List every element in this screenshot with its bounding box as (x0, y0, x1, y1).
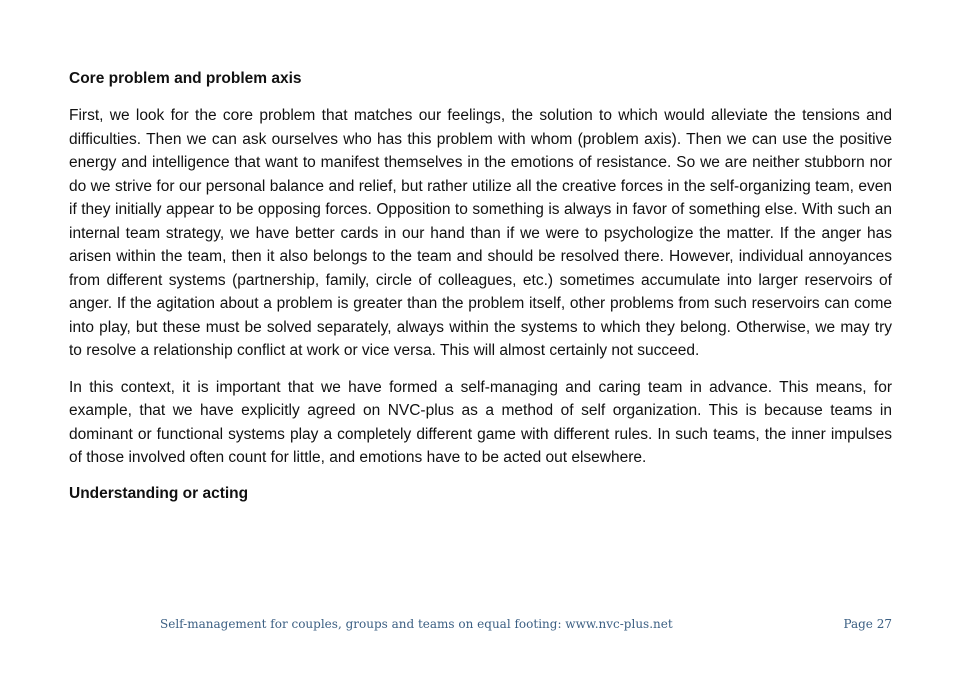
section-heading: Core problem and problem axis (69, 70, 302, 87)
footer-text: Self-management for couples, groups and teams on equal footing: www.nvc-plus.net (160, 617, 673, 631)
paragraph-2: In this context, it is important that we have formed a self-managing and caring team in advance. This means, for example, that we have explicitly agreed on NVC-plus as a method of self organization. This is because teams in dominant or functional systems play a completely different game with different rules. In such teams, the inner impulses of those involved often count for little, and emotions have to be acted out elsewhere. (69, 378, 892, 466)
paragraph-1: First, we look for the core problem that matches our feelings, the solution to which would alleviate the tensions and difficulties. Then we can ask ourselves who has this problem with whom (problem axis). Then we can use the positive energy and intelligence that want to manifest themselves in the emotions of resistance. So we are neither stubborn nor do we strive for our personal balance and relief, but rather utilize all the creative forces in the self-organizing team, even if they initially appear to be opposing forces. Opposition to something is always in favor of something else. With such an internal team strategy, we have better cards in our hand than if we were to psychologize the matter. If the anger has arisen within the team, then it also belongs to the team and should be resolved there. However, individual annoyances from different systems (partnership, family, circle of colleagues, etc.) sometimes accumulate into larger reservoirs of anger. If the agitation about a problem is greater than the problem itself, other problems from such reservoirs can come into play, but these must be solved separately, always within the systems to which they belong. Otherwise, we may try to resolve a relationship conflict at work or vice versa. This will almost certainly not succeed. (69, 107, 892, 359)
next-section-heading: Understanding or acting (69, 484, 249, 502)
page-number: Page 27 (843, 617, 892, 631)
page-content (69, 68, 892, 519)
